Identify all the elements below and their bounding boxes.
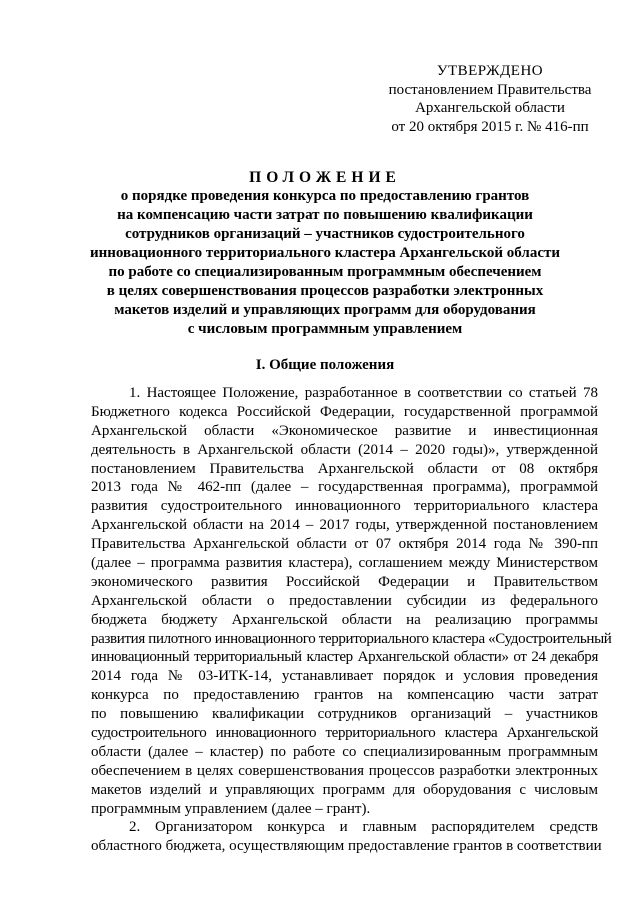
document-title: ПОЛОЖЕНИЕ [249,169,401,186]
text-line: программным управлением (далее – грант). [91,800,371,817]
document-subtitle-line: по работе со специализированным программным обеспечением [108,264,542,280]
text-line: инновационный территориальный кластер Архангельской области» от 24 декабря [91,649,598,666]
text-line: области (далее – кластер) по работе со специализированным программным [91,743,598,760]
text-line: судостроительного инновационного территориального кластера Архангельской [91,725,598,742]
text-line: областного бюджета, осуществляющим предоставление грантов в соответствии [91,838,602,855]
document-subtitle-line: инновационного территориального кластера Архангельской области [89,245,560,261]
approval-line: постановлением Правительства [388,81,592,98]
document-body [91,384,612,856]
text-line: Бюджетного кодекса Российской Федерации, государственной программой [91,403,598,420]
document-title-block [60,168,590,339]
document-subtitle-line: макетов изделий и управляющих программ для оборудования [114,302,536,318]
text-line: бюджета бюджету Архангельской области на реализацию программы [91,611,598,628]
text-line: конкурса по предоставлению грантов на компенсацию части затрат [91,687,598,704]
text-line: (далее – программа развития кластера), соглашением между Министерством [91,555,598,572]
text-line: Архангельской области о предоставлении субсидии из федерального [91,592,598,609]
text-line: Архангельской области «Экономическое развитие и инвестиционная [91,422,598,439]
paragraph [91,818,602,856]
text-line: обеспечением в целях совершенствования процессов разработки электронных [91,762,598,779]
document-subtitle-line: сотрудников организаций – участников судостроительного [125,226,525,242]
approval-stamp [370,62,610,136]
text-line: развития судостроительного инновационного территориального кластера [91,498,598,515]
text-line: 1. Настоящее Положение, разработанное в соответствии со статьей 78 [129,385,598,401]
text-line: развития пилотного инновационного территориального кластера «Судостроительный [91,630,612,647]
document-subtitle-line: на компенсацию части затрат по повышению квалификации [117,207,533,223]
section-heading: I. Общие положения [255,357,395,373]
document-subtitle-line: в целях совершенствования процессов разработки электронных [106,283,544,299]
text-line: 2013 года № 462-пп (далее – государственная программа), программой [91,479,598,496]
approval-line: Архангельской области [415,100,565,116]
text-line: деятельность в Архангельской области (2014 – 2020 годы)», утвержденной [91,441,598,458]
text-line: 2014 года № 03-ИТК-14, устанавливает порядок и условия проведения [91,668,598,685]
approval-date-line: от 20 октября 2015 г. № 416-пп [391,118,589,135]
document-subtitle-line: о порядке проведения конкурса по предоставлению грантов [120,188,530,204]
text-line: по повышению квалификации сотрудников организаций – участников [91,706,598,723]
text-line: 2. Организатором конкурса и главным распорядителем средств [129,819,598,836]
text-line: Правительства Архангельской области от 07 октября 2014 года № 390-пп [91,536,598,553]
approval-title: УТВЕРЖДЕНО [436,63,544,79]
text-line: макетов изделий и управляющих программ для оборудования с числовым [91,781,598,798]
document-subtitle-line: с числовым программным управлением [187,321,463,337]
text-line: экономического развития Российской Федерации и Правительством [91,573,598,590]
text-line: постановлением Правительства Архангельской области от 08 октября [91,460,598,477]
text-line: Архангельской области на 2014 – 2017 годы, утвержденной постановлением [91,517,598,534]
paragraph [91,384,612,818]
